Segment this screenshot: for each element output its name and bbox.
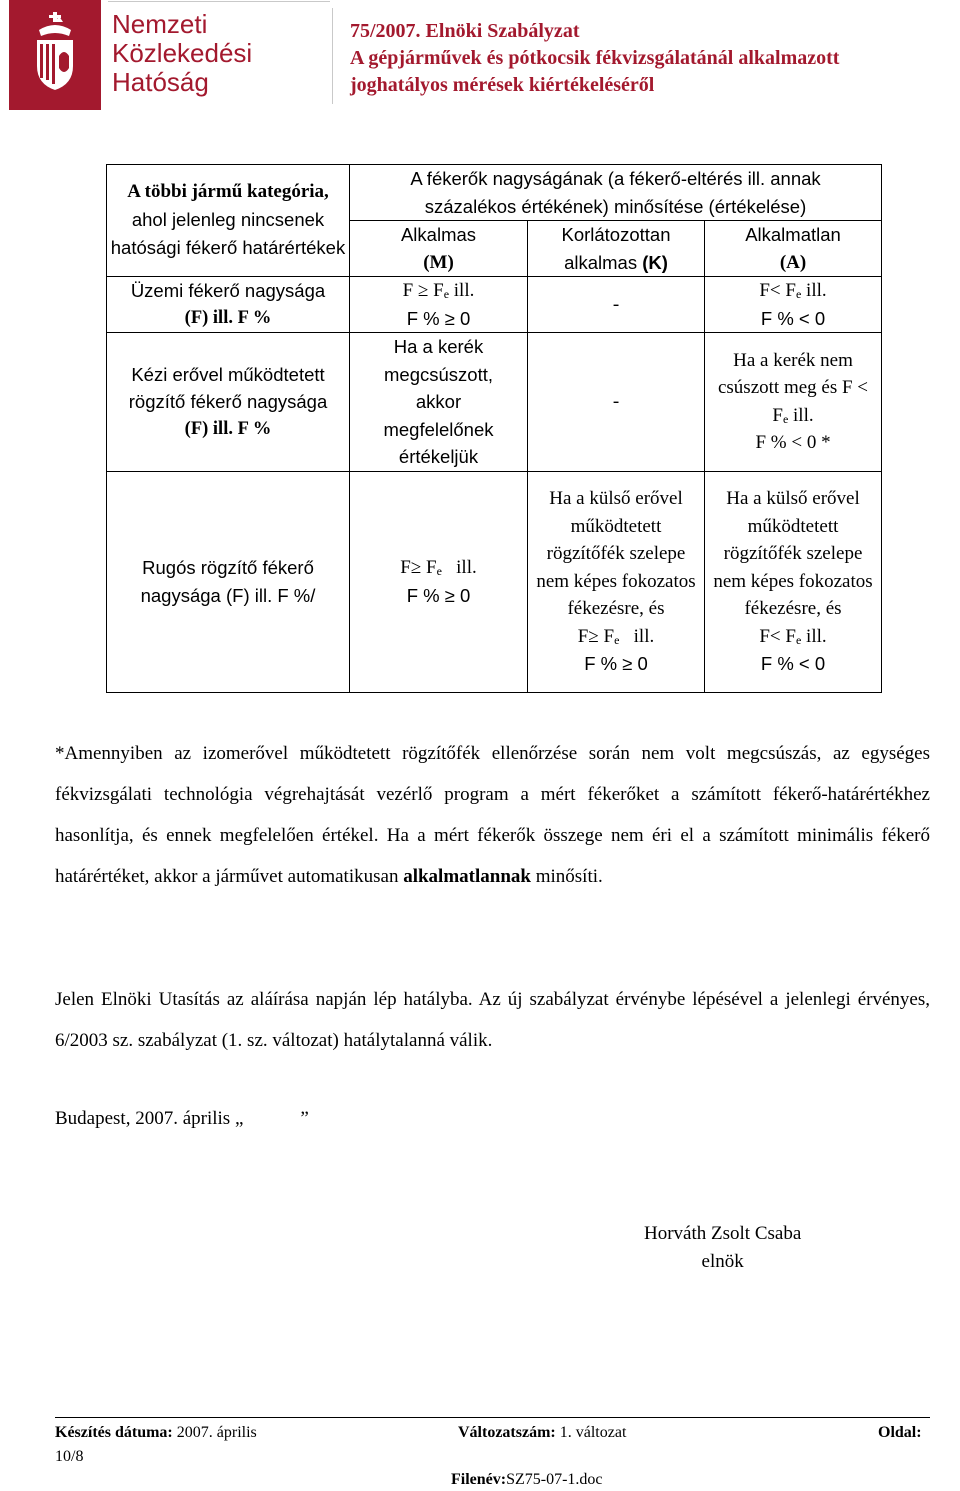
formula-text: F % < 0 *: [755, 432, 831, 454]
title-line-2: A gépjárművek és pótkocsik fékvizsgálatánál alkalmazott: [350, 47, 840, 69]
formula-subscript: e: [795, 287, 802, 301]
footnote-end: minősíti.: [530, 866, 603, 887]
column-header-korlatozottan: [528, 221, 705, 277]
row-name-line: Üzemi fékerő nagysága: [130, 280, 326, 301]
cell-a: [705, 333, 882, 472]
coat-of-arms-icon: [9, 0, 101, 110]
formula-text: ill.: [801, 625, 827, 647]
cell-k: [528, 471, 705, 692]
footer-date: [55, 1422, 257, 1444]
table-header-top: A fékerők nagyságának (a fékerő-eltérés ill. annak százalékos értékének) minősítése (értékelése): [350, 165, 882, 221]
formula-text: ill.: [619, 625, 655, 647]
row-name-cell: [107, 471, 350, 692]
footer-page-value: 10/8: [55, 1448, 84, 1465]
formula-text: F≥ F: [577, 625, 615, 647]
table-row: [107, 277, 882, 333]
organization-name: [112, 10, 252, 97]
formula-text: F≥ F: [400, 557, 437, 578]
col-a-code: (A): [779, 251, 807, 273]
formula-text: F % ≥ 0: [406, 584, 471, 606]
footer-version: [458, 1422, 626, 1444]
col-k-label-text: Korlátozottan alkalmas: [561, 224, 671, 273]
row-name-line: nagysága (F) ill. F %/: [140, 584, 316, 606]
cell-a-text: Ha a külső erővel működtetett rögzítőfék szelepe nem képes fokozatos fékezésre, és: [713, 488, 873, 620]
formula-subscript: e: [782, 411, 789, 426]
formula-text: F< F: [759, 625, 796, 647]
org-line-2: Közlekedési: [112, 38, 253, 68]
signature-block: [644, 1220, 801, 1276]
effect-paragraph: Jelen Elnöki Utasítás az aláírása napján lép hatályba. Az új szabályzat érvénybe lépésével a jelenlegi érvényes, 6/2003 sz. szabályzat (1. sz. változat) hatálytalanná válik.: [55, 989, 930, 1051]
logo-emblem: [9, 0, 101, 110]
signer-name: Horváth Zsolt Csaba: [644, 1223, 802, 1244]
cell-a: [705, 471, 882, 692]
footer-version-value: 1. változat: [555, 1424, 627, 1441]
footer-version-label: Változatszám:: [458, 1424, 556, 1441]
formula-text: F % < 0: [760, 653, 826, 675]
footnote-paragraph: [55, 733, 930, 897]
table-corner-cell: [107, 165, 350, 277]
col-a-label: Alkalmatlan: [745, 224, 841, 245]
table-row: [107, 333, 882, 472]
row-name-line: rögzítő fékerő nagysága: [128, 391, 328, 412]
formula-subscript: e: [795, 632, 802, 647]
formula-subscript: e: [614, 632, 620, 647]
cell-m: [350, 471, 528, 692]
corner-text: ahol jelenleg nincsenek hatósági fékerő határértékek: [110, 208, 346, 259]
corner-bold: A többi jármű kategória,: [127, 181, 329, 203]
formula-text: Ha a kerék nem csúszott meg és F < F: [717, 349, 869, 426]
col-k-code: (K): [642, 251, 668, 273]
document-title: [350, 18, 839, 99]
cell-k: -: [528, 333, 705, 472]
org-line-3: Hatóság: [112, 67, 209, 97]
formula-text: F % ≥ 0: [584, 653, 648, 675]
formula-text: F % < 0: [760, 307, 826, 329]
place-date: Budapest, 2007. április „ ”: [55, 1108, 309, 1129]
row-name-line: Kézi erővel működtetett: [131, 363, 325, 385]
row-name-line: (F) ill. F %: [184, 307, 272, 328]
title-line-3: joghatályos mérések kiértékeléséről: [350, 74, 655, 96]
header-top-rule: [108, 1, 330, 2]
footer-file-value: SZ75-07-1.doc: [506, 1471, 603, 1488]
row-name-line: (F) ill. F %: [184, 418, 272, 439]
footer-date-value: 2007. április: [172, 1424, 257, 1441]
col-m-label: Alkalmas: [400, 224, 477, 245]
column-header-alkalmas: [350, 221, 528, 277]
col-m-code: (M): [423, 251, 454, 273]
title-line-1: 75/2007. Elnöki Szabályzat: [350, 20, 580, 42]
footnote-bold: alkalmatlannak: [403, 866, 531, 887]
row-name-cell: [107, 277, 350, 333]
formula-text: F ≥ F: [402, 280, 444, 301]
table-row: [107, 471, 882, 692]
cell-m: [350, 277, 528, 333]
cell-m: Ha a kerék megcsúszott, akkor megfelelőnek értékeljük: [350, 333, 528, 472]
formula-text: ill.: [788, 404, 814, 426]
footer-rule: [55, 1417, 930, 1418]
brake-evaluation-table: [106, 164, 882, 693]
footer-file-label: Filenév:: [451, 1471, 507, 1488]
formula-text: F< F: [759, 280, 796, 301]
formula-text: ill.: [801, 280, 827, 301]
formula-text: ill.: [441, 557, 477, 578]
cell-k-text: Ha a külső erővel működtetett rögzítőfék szelepe nem képes fokozatos fékezésre, és: [536, 488, 696, 620]
formula-subscript: e: [443, 287, 450, 301]
cell-k: -: [528, 277, 705, 333]
formula-subscript: e: [436, 564, 442, 578]
cell-a: [705, 277, 882, 333]
row-name-cell: [107, 333, 350, 472]
row-name-line: Rugós rögzítő fékerő: [142, 557, 314, 578]
page-label: Oldal:: [878, 1424, 922, 1441]
footnote-text: *Amennyiben az izomerővel működtetett rögzítőfék ellenőrzése során nem volt megcsúszás, az egységes fékvizsgálati technológia végrehajtását vezérlő program a mért fékerőket a számított fékerő-határértékhez hasonlítja, és ennek megfelelően értékel. Ha a mért fékerők összege nem éri el a számított minimális fékerő határértéket, akkor a járművet automatikusan: [55, 743, 930, 887]
signer-title: elnök: [701, 1251, 744, 1272]
column-header-alkalmatlan: [705, 221, 882, 277]
formula-text: F % ≥ 0: [406, 307, 471, 329]
header-divider: [332, 8, 333, 104]
footer-date-label: Készítés dátuma:: [55, 1424, 173, 1441]
formula-text: ill.: [449, 280, 475, 301]
footer-filename: [451, 1469, 603, 1491]
col-k-label: [530, 221, 702, 276]
footer-page-label: [878, 1422, 922, 1444]
org-line-1: Nemzeti: [112, 9, 208, 39]
